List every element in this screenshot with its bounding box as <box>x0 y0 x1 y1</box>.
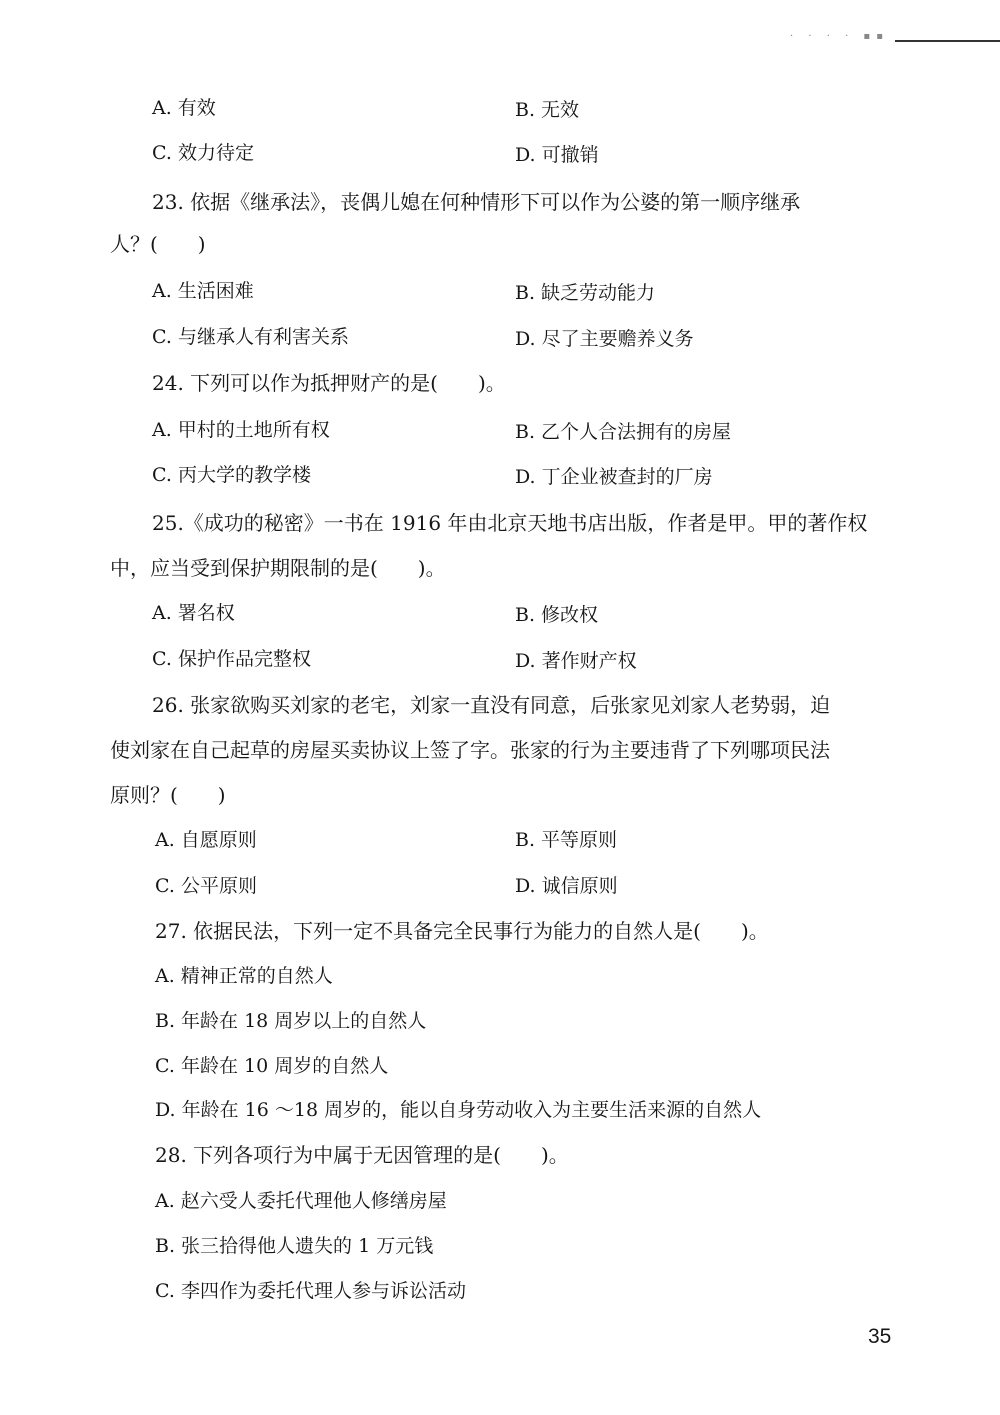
q26-option-b: B. 平等原则 <box>515 829 618 851</box>
q24-stem: 24. 下列可以作为抵押财产的是( )。 <box>152 371 506 395</box>
q23-stem-line-1: 23. 依据《继承法》，丧偶儿媳在何种情形下可以作为公婆的第一顺序继承 <box>152 190 801 214</box>
q26-stem-line-2: 使刘家在自己起草的房屋买卖协议上签了字。张家的行为主要违背了下列哪项民法 <box>110 738 830 762</box>
q24-option-b: B. 乙个人合法拥有的房屋 <box>515 421 732 443</box>
q25-option-c: C. 保护作品完整权 <box>152 648 311 670</box>
q27-option-b: B. 年龄在 18 周岁以上的自然人 <box>155 1010 427 1032</box>
q24-option-a: A. 甲村的土地所有权 <box>152 419 330 441</box>
q25-stem-line-2: 中，应当受到保护期限制的是( )。 <box>110 556 446 580</box>
header-marks: · · · · ▪▪ <box>790 31 889 42</box>
q24-option-c: C. 丙大学的教学楼 <box>152 464 311 486</box>
q28-option-a: A. 赵六受人委托代理他人修缮房屋 <box>155 1190 447 1212</box>
q27-option-a: A. 精神正常的自然人 <box>155 965 333 987</box>
q24-option-d: D. 丁企业被查封的厂房 <box>515 466 713 488</box>
q25-option-d: D. 著作财产权 <box>515 650 637 672</box>
header-rule <box>895 40 1000 42</box>
q23-option-c: C. 与继承人有利害关系 <box>152 326 349 348</box>
q27-option-c: C. 年龄在 10 周岁的自然人 <box>155 1055 389 1077</box>
q28-option-c: C. 李四作为委托代理人参与诉讼活动 <box>155 1280 466 1302</box>
q23-option-d: D. 尽了主要赡养义务 <box>515 328 694 350</box>
q25-option-b: B. 修改权 <box>515 604 599 626</box>
q26-option-c: C. 公平原则 <box>155 875 257 897</box>
q26-option-d: D. 诚信原则 <box>515 875 618 897</box>
q23-option-a: A. 生活困难 <box>152 280 254 302</box>
page-number: 35 <box>868 1325 892 1348</box>
q26-option-a: A. 自愿原则 <box>155 829 257 851</box>
q23-option-b: B. 缺乏劳动能力 <box>515 282 656 304</box>
q22-option-b: B. 无效 <box>515 99 580 121</box>
q23-stem-line-2: 人？( ) <box>110 232 206 256</box>
q22-option-a: A. 有效 <box>152 97 216 119</box>
q22-option-d: D. 可撤销 <box>515 144 599 166</box>
q27-option-d: D. 年龄在 16 ～18 周岁的，能以自身劳动收入为主要生活来源的自然人 <box>155 1099 762 1121</box>
q28-stem: 28. 下列各项行为中属于无因管理的是( )。 <box>155 1143 569 1167</box>
q26-stem-line-3: 原则？( ) <box>110 783 226 807</box>
q28-option-b: B. 张三拾得他人遗失的 1 万元钱 <box>155 1235 434 1257</box>
q25-stem-line-1: 25.《成功的秘密》一书在 1916 年由北京天地书店出版，作者是甲。甲的著作权 <box>152 511 868 535</box>
q26-stem-line-1: 26. 张家欲购买刘家的老宅，刘家一直没有同意，后张家见刘家人老势弱，迫 <box>152 693 831 717</box>
q22-option-c: C. 效力待定 <box>152 142 254 164</box>
q27-stem: 27. 依据民法，下列一定不具备完全民事行为能力的自然人是( )。 <box>155 919 769 943</box>
q25-option-a: A. 署名权 <box>152 602 235 624</box>
